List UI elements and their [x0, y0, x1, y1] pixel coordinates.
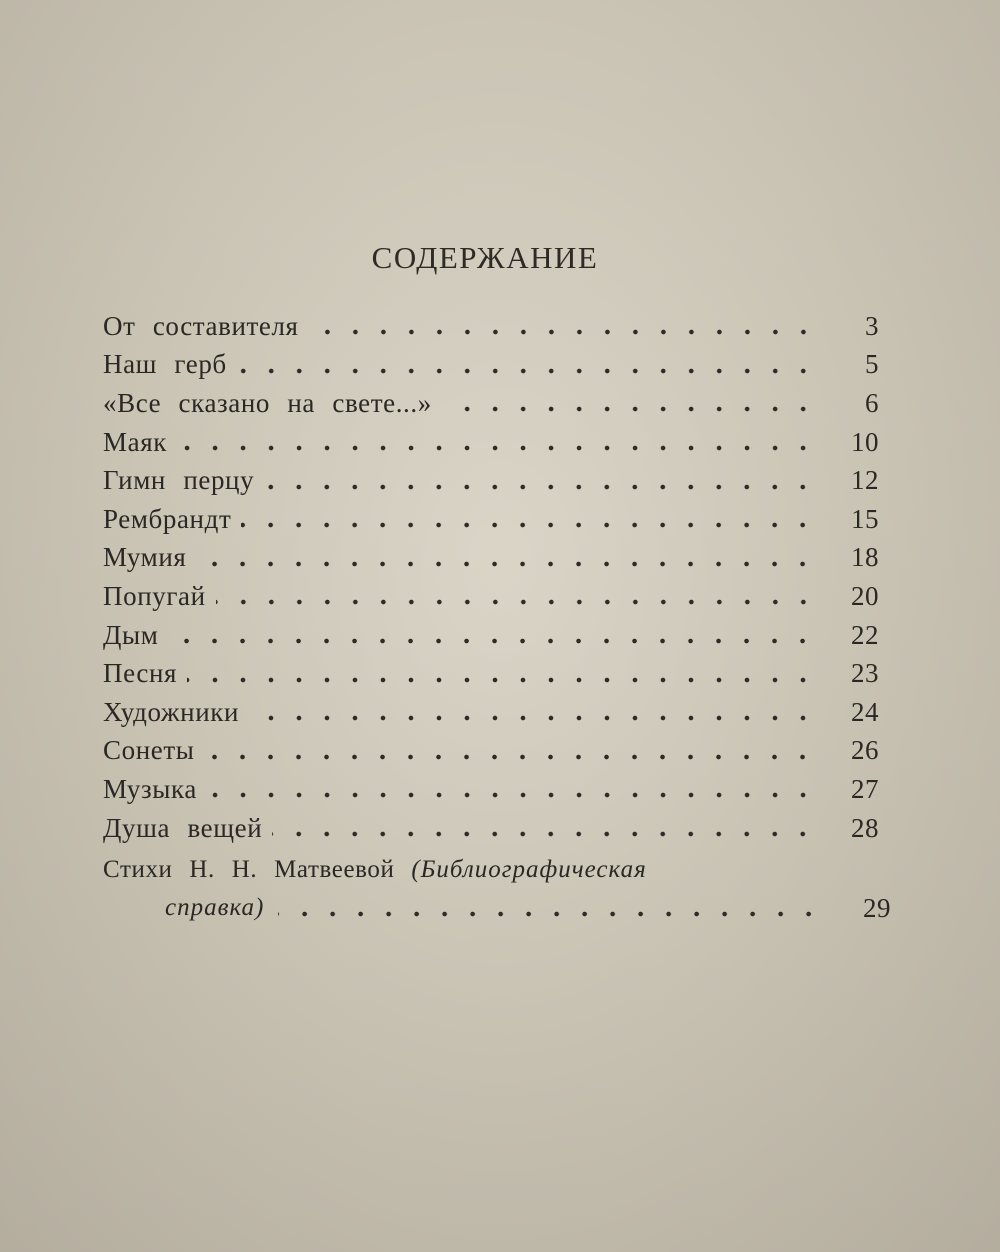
- toc-entry-bibliography: [103, 847, 891, 927]
- toc-entry: [103, 500, 879, 539]
- toc-entry: [103, 384, 879, 423]
- dot-leader: [237, 368, 817, 374]
- toc-entry-title: Художники: [103, 696, 240, 727]
- dot-leader: [278, 911, 823, 917]
- toc-entry-note: (Библиографическая: [411, 856, 647, 884]
- dot-leader: [249, 715, 817, 721]
- toc-entry: [103, 809, 879, 848]
- page-title: СОДЕРЖАНИЕ: [371, 240, 599, 275]
- toc-entry: [103, 539, 879, 578]
- toc-entry-title: Мумия: [103, 542, 187, 573]
- toc-entry-page: 22: [851, 619, 879, 650]
- toc-entry-title: «Все сказано на свете...»: [103, 387, 432, 418]
- dot-leader: [168, 638, 817, 644]
- toc-entry-title: Наш герб: [103, 349, 227, 380]
- toc-entry-page: 26: [851, 735, 879, 766]
- toc-entry-page: 10: [851, 426, 879, 457]
- toc-entry-note-continued: справка): [165, 894, 265, 922]
- toc-entry-title: Рембрандт: [103, 503, 232, 534]
- toc-entry-title: Попугай: [103, 580, 206, 611]
- dot-leader: [204, 754, 817, 760]
- toc-entry-page: 15: [851, 503, 879, 534]
- toc-entry-page: 24: [851, 696, 879, 727]
- toc-entry: [103, 461, 879, 500]
- dot-leader: [309, 329, 817, 335]
- dot-leader: [216, 599, 817, 605]
- toc-entry-page: 27: [851, 773, 879, 804]
- dot-leader: [187, 677, 817, 683]
- toc-entry-page: 6: [865, 387, 879, 418]
- toc-entry-title: От составителя: [103, 310, 299, 341]
- dot-leader: [442, 406, 817, 412]
- dot-leader: [241, 522, 817, 528]
- toc-entry: [103, 423, 879, 462]
- toc-entry-bibliography-line2: [165, 889, 891, 927]
- toc-entry-title: Музыка: [103, 773, 197, 804]
- toc-entry-title: Сонеты: [103, 735, 195, 766]
- toc-entry-page: 18: [851, 542, 879, 573]
- toc-entry-page: 5: [865, 349, 879, 380]
- toc-entry-title: Песня: [103, 658, 178, 689]
- toc-entry-page: 29: [863, 892, 891, 923]
- toc-entry-page: 28: [851, 812, 879, 843]
- toc-entry-page: 12: [851, 465, 879, 496]
- toc-entry: [103, 693, 879, 732]
- dot-leader: [196, 561, 817, 567]
- dot-leader: [207, 792, 817, 798]
- toc-entry: [103, 346, 879, 385]
- toc-entry: [103, 577, 879, 616]
- toc-entry-title: Маяк: [103, 426, 167, 457]
- toc-entry-title: Гимн перцу: [103, 465, 255, 496]
- toc-entry-title: Дым: [103, 619, 159, 650]
- toc-entry-title: Стихи Н. Н. Матвеевой: [103, 856, 395, 884]
- toc-entry-page: 23: [851, 658, 879, 689]
- toc-entry-title: Душа вещей: [103, 812, 263, 843]
- toc-entry: [103, 732, 879, 771]
- dot-leader: [264, 484, 817, 490]
- toc-entry-bibliography-line1: [103, 851, 879, 889]
- toc-entry: [103, 616, 879, 655]
- toc-entry-page: 3: [865, 310, 879, 341]
- toc-entry: [103, 770, 879, 809]
- dot-leader: [177, 445, 817, 451]
- toc-entry-page: 20: [851, 580, 879, 611]
- dot-leader: [272, 831, 817, 837]
- toc-entry: [103, 654, 879, 693]
- toc-entry: [103, 307, 879, 346]
- table-of-contents: [103, 307, 891, 927]
